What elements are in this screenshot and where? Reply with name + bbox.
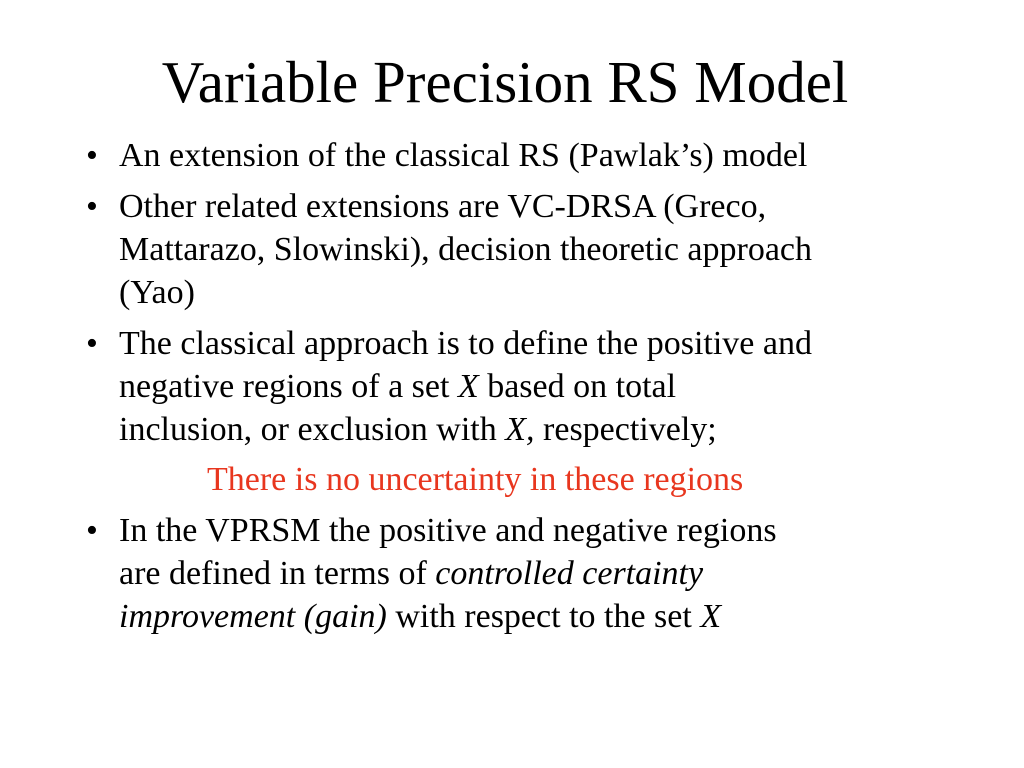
slide-title: Variable Precision RS Model (161, 49, 849, 115)
slide-body (0, 134, 1024, 638)
text-run: are defined in terms of (119, 555, 436, 592)
set-x-symbol: X (457, 368, 479, 405)
text-run: Other related extensions are VC-DRSA (Greco, (119, 188, 767, 225)
text-run: The classical approach is to define the positive and (119, 325, 812, 362)
bullet-line (119, 228, 954, 271)
set-x-symbol: X, (505, 411, 535, 448)
bullet-line (119, 322, 954, 365)
text-run: inclusion, or exclusion with (119, 411, 506, 448)
bullet-dot-icon: • (86, 137, 98, 174)
bullet-line (119, 134, 954, 177)
bullet-line (119, 595, 954, 638)
bullet-dot-icon: • (86, 325, 98, 362)
bullet-line (119, 509, 954, 552)
bullet-line (119, 408, 954, 451)
bullet-line (119, 185, 954, 228)
emphasis-text: improvement (gain) (119, 598, 387, 635)
text-run: based on total (478, 368, 677, 405)
bullet-line (119, 365, 954, 408)
text-run: respectively; (534, 411, 717, 448)
bullet-line (119, 552, 954, 595)
text-run: In the VPRSM the positive and negative regions (119, 512, 777, 549)
bullet-dot-icon: • (86, 188, 98, 225)
text-run: (Yao) (119, 274, 195, 311)
bullet-item (0, 185, 1024, 314)
bullet-dot-icon: • (86, 512, 98, 549)
highlight-note: There is no uncertainty in these regions (207, 461, 744, 498)
bullet-item (0, 322, 1024, 451)
text-run: with respect to the set (386, 598, 701, 635)
text-run: An extension of the classical RS (Pawlak’s) model (119, 137, 808, 174)
set-x-symbol: X (700, 598, 722, 635)
emphasis-text: controlled certainty (435, 555, 704, 592)
text-run: negative regions of a set (119, 368, 458, 405)
bullet-item (0, 134, 1024, 177)
text-run: Mattarazo, Slowinski), decision theoretic approach (119, 231, 812, 268)
bullet-item (0, 509, 1024, 638)
bullet-line (119, 271, 954, 314)
